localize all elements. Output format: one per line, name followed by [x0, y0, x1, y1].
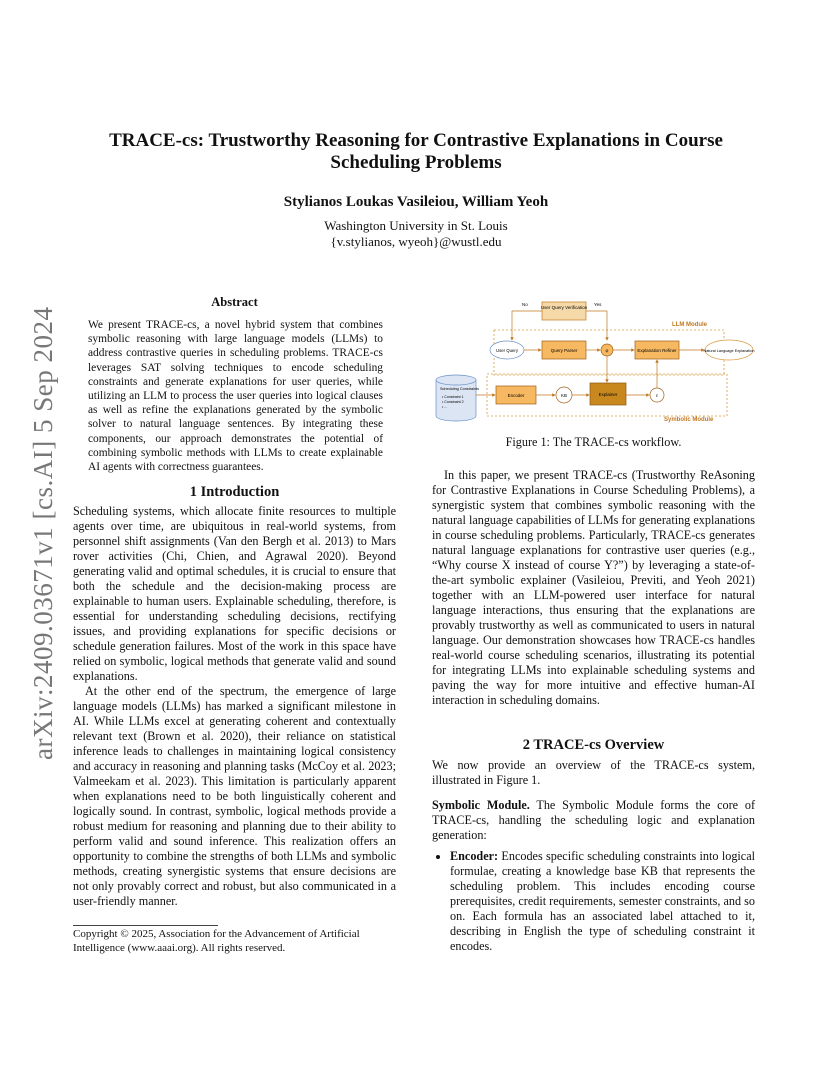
- encoder-item-label: Encoder:: [450, 849, 499, 863]
- intro-paragraph-2: At the other end of the spectrum, the emergence of large language models (LLMs) has marked a significant milestone in AI. While LLMs excel at generating coherent and contextually relevant text (Brown et al. 2020), their reliance on statistical inference leads to challenges in maintaining logical consistency and accuracy in reasoning and planning tasks (McCoy et al. 2023; Valmeekam et al. 2023). This limitation is particularly apparent when explanations need to be both linguistically coherent and logically sound. In contrast, symbolic, logical methods provide a robust medium for reasoning and planning due to their ability to perform valid and sound inference. This realization offers an opportunity to combine the strengths of both LLMs and symbolic methods, creating synergistic systems that ensure decisions are not only provably correct and robust, but also communicated in a user-friendly manner.: [73, 684, 396, 908]
- title-line-1: TRACE-cs: Trustworthy Reasoning for Contrastive Explanations in Course: [109, 130, 723, 151]
- affiliation: Washington University in St. Louis: [324, 218, 508, 233]
- list-item: [450, 849, 755, 954]
- section-2-heading: 2 TRACE-cs Overview: [522, 737, 665, 753]
- footnote-rule: [73, 925, 218, 926]
- abstract-text: We present TRACE-cs, a novel hybrid system that combines symbolic reasoning with large language models (LLMs) to address contrastive queries in scheduling problems. TRACE-cs leverages SAT solving techniques to encode scheduling constraints and generate explanations for user queries, while utilizing an LLM to process the user queries into logical clauses as well as refine the explanations generated by the symbolic solver to natural language sentences. By integrating these components, our approach demonstrates the potential of combining symbolic methods with LLMs to create explainable AI agents with correctness guarantees.: [88, 319, 383, 474]
- paper-title: [80, 130, 752, 174]
- workflow-figure: [432, 298, 762, 428]
- intro-paragraph-1: Scheduling systems, which allocate finite resources to multiple agents over time, are ubiquitous in real-world systems, from personnel shift assignments (Van den Bergh et al. 2013) to Mars rover activities (Chi, Chien, and Agrawal 2020). Beyond generating valid and optimal schedules, it is crucial to ensure that both the schedule and the decision-making process are explainable to human users. Explainable scheduling, therefore, is essential for understanding scheduling decisions, rectifying issues, and providing explanations for specific decisions or schedule generation failures. Most of the work in this space have relied on symbolic, logical methods that generate valid and sound explanations.: [73, 504, 396, 683]
- symbolic-module-paragraph: [432, 798, 755, 843]
- section-2-body: [432, 758, 755, 954]
- verification-label: User Query Verification: [540, 305, 588, 310]
- yes-label: Yes: [594, 302, 602, 307]
- llm-module-label: LLM Module: [672, 322, 707, 328]
- symbolic-module-title: Symbolic Module.: [432, 798, 530, 812]
- authors: Stylianos Loukas Vasileiou, William Yeoh: [283, 194, 549, 210]
- section-1-heading: 1 Introduction: [189, 484, 280, 500]
- constraint-2: • Constraint 2: [442, 400, 464, 404]
- title-line-2: Scheduling Problems: [330, 152, 502, 173]
- arxiv-stamp-text: arXiv:2409.03671v1 [cs.AI] 5 Sep 2024: [28, 306, 58, 760]
- constraints-title: Scheduling Constraints: [440, 387, 480, 391]
- refiner-label: Explanation Refiner: [637, 348, 677, 353]
- symbolic-module-list: [432, 849, 755, 954]
- encoder-item-text: Encodes specific scheduling constraints into logical formulae, creating a knowledge base KB that represents the scheduling problem. This includes encoding course prerequisites, credit requirements, semester constraints, and so on. Each formula has an associated label attached to it, describing in English the type of scheduling constraint it encodes.: [450, 849, 756, 953]
- phi-label: φ: [605, 349, 609, 354]
- constraint-more: • ...: [442, 405, 448, 409]
- nl-explanation-label: Natural Language Explanation: [703, 349, 755, 353]
- constraint-1: • Constraint 1: [442, 395, 464, 399]
- user-query-label: User Query: [496, 348, 518, 353]
- arxiv-stamp: [28, 300, 56, 760]
- copyright-notice: Copyright © 2025, Association for the Advancement of Artificial Intelligence (www.aaai.org). All rights reserved.: [73, 928, 360, 954]
- overview-paragraph: We now provide an overview of the TRACE-cs system, illustrated in Figure 1.: [432, 758, 755, 787]
- section-1-body: [73, 504, 396, 909]
- affiliation-block: [80, 218, 752, 250]
- right-paragraph-1: In this paper, we present TRACE-cs (Trustworthy ReAsoning for Contrastive Explanations in Course Scheduling Problems), a synergistic system that combines symbolic reasoning with the natural language capabilities of LLMs for generating explanations in course scheduling problems. Particularly, TRACE-cs generates natural language explanations for contrastive user queries (e.g., “Why course X instead of course Y?”) by leveraging a state-of-the-art symbolic explainer (Vasileiou, Previti, and Yeoh 2021) together with an LLM-powered user interface for natural language interactions, thus ensuring that the explanations are provably trustworthy as well as communicated to users in natural language. Our demonstration showcases how TRACE-cs handles real-world course scheduling scenarios, illustrating its potential for integrating LLMs into explainable scheduling systems and paving the way for more intuitive and effective human-AI interaction in scheduling domains.: [432, 468, 755, 707]
- epsilon-label: ε: [655, 394, 659, 399]
- abstract-heading: Abstract: [211, 295, 258, 309]
- no-label: No: [522, 302, 528, 307]
- email: {v.stylianos, wyeoh}@wustl.edu: [330, 234, 502, 249]
- encoder-label: Encoder: [507, 393, 525, 398]
- right-column-intro: [432, 468, 755, 708]
- figure-caption: Figure 1: The TRACE-cs workflow.: [505, 435, 682, 449]
- explainer-label: Explainer: [598, 392, 618, 397]
- symbolic-module-text: The Symbolic Module forms the core of TRACE-cs, handling the scheduling logic and explanation generation:: [432, 798, 756, 842]
- kb-label: KB: [560, 393, 568, 398]
- symbolic-module-label: Symbolic Module: [664, 417, 714, 423]
- query-parser-label: Query Parser: [550, 348, 578, 353]
